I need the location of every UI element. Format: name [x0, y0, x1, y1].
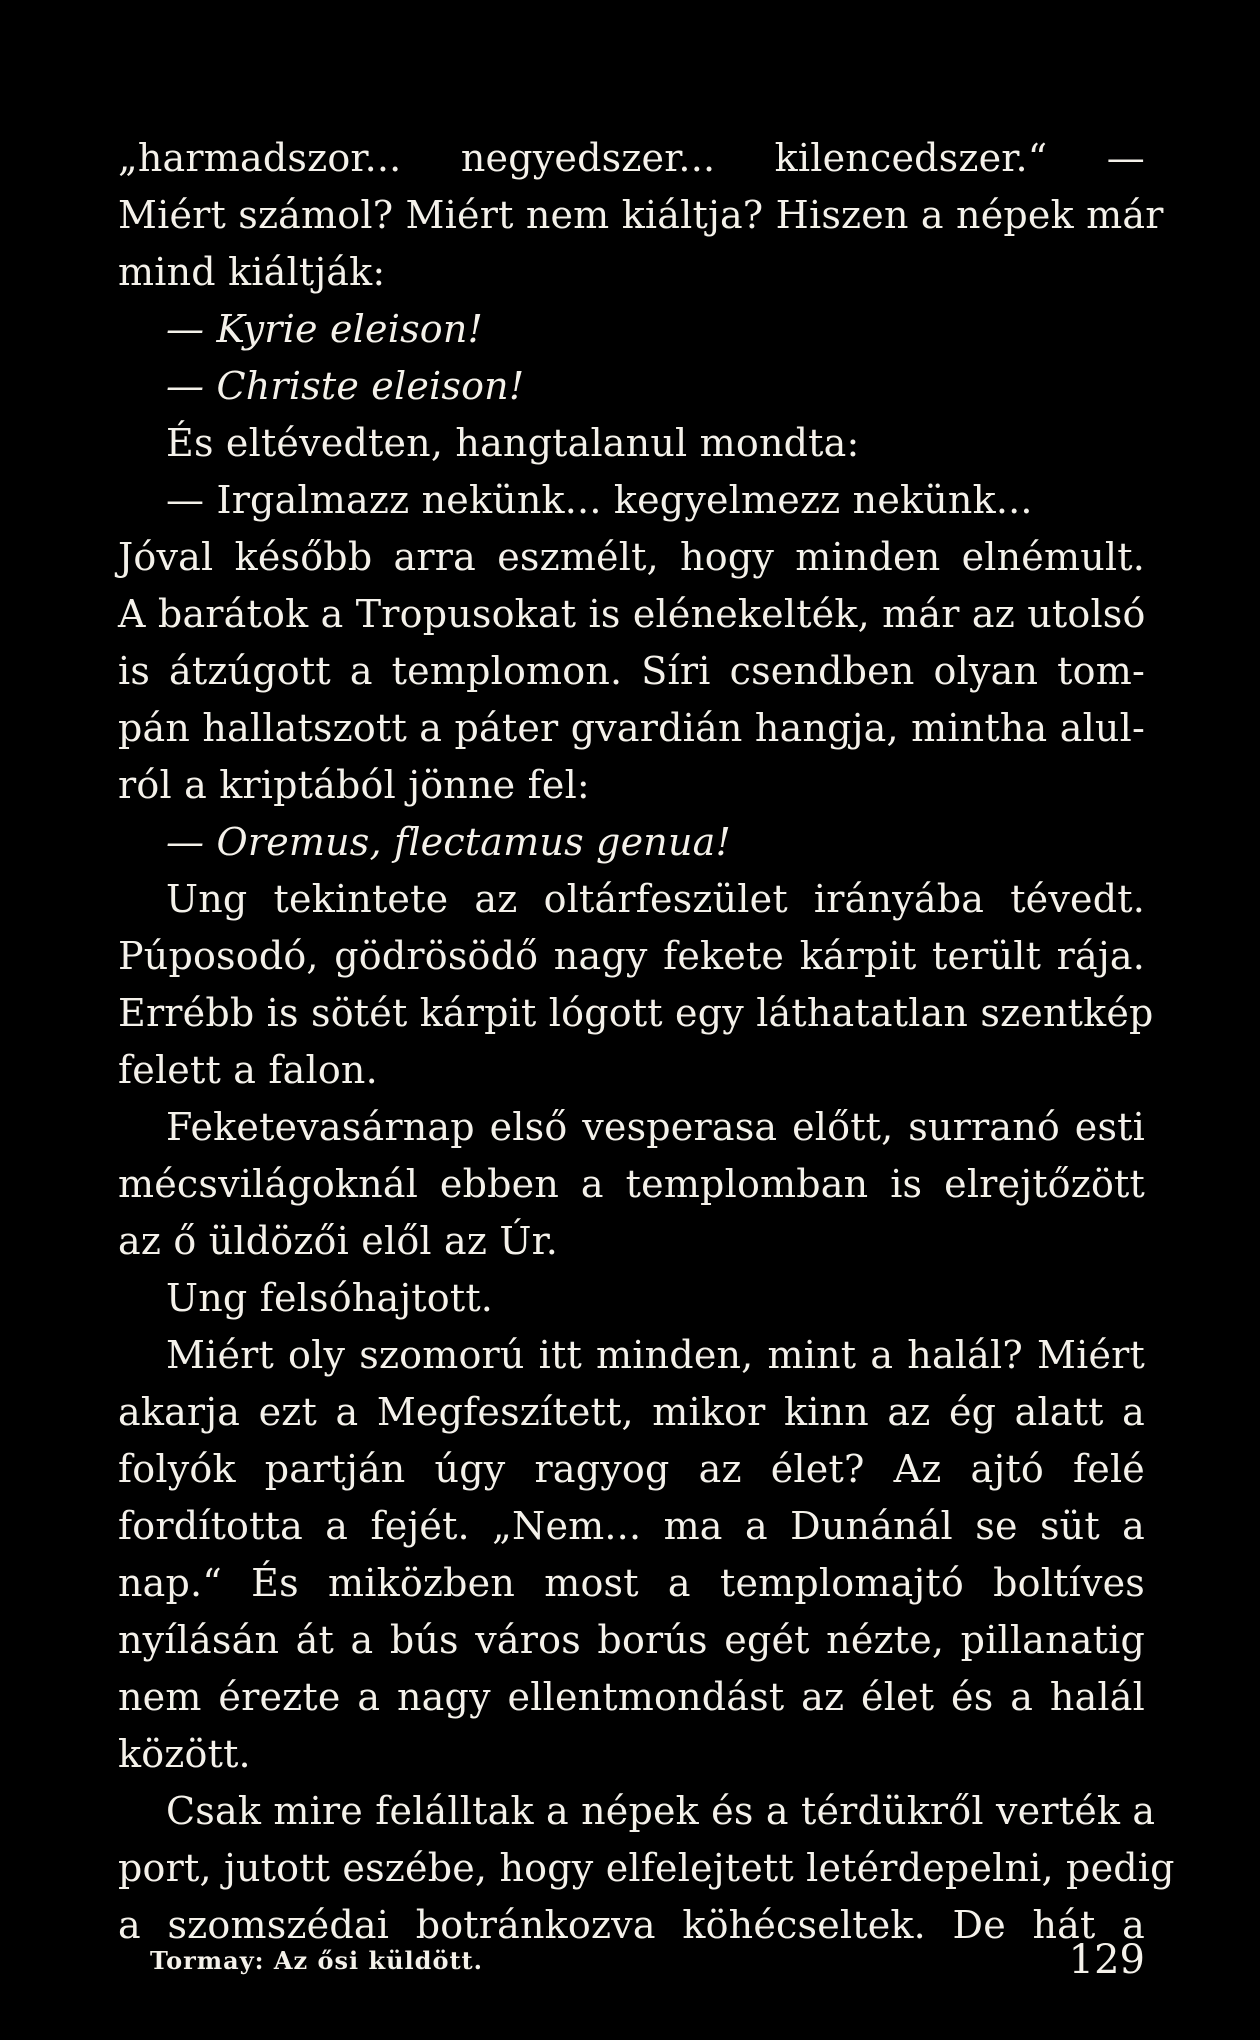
- text-line: pán hallatszott a páter gvardián hangja, mintha alul-: [118, 706, 1145, 750]
- text-line: Feketevasárnap első vesperasa előtt, surranó esti: [166, 1105, 1145, 1149]
- text-line: — Christe eleison!: [166, 364, 525, 408]
- text-line: Púposodó, gödrösödő nagy fekete kárpit terült rája.: [118, 934, 1145, 978]
- text-line: felett a falon.: [118, 1048, 378, 1092]
- text-line: között.: [118, 1732, 251, 1776]
- page-footer: [150, 1935, 1145, 1985]
- text-line: akarja ezt a Megfeszített, mikor kinn az ég alatt a: [118, 1390, 1145, 1434]
- text-line: — Kyrie eleison!: [166, 307, 483, 351]
- text-line: folyók partján úgy ragyog az élet? Az ajtó felé: [118, 1447, 1145, 1491]
- text-line: ról a kriptából jönne fel:: [118, 763, 590, 807]
- text-line: a szomszédai botránkozva köhécseltek. De hát a: [118, 1903, 1145, 1947]
- text-line: A barátok a Tropusokat is elénekelték, már az utolsó: [118, 592, 1146, 636]
- text-line: Csak mire felálltak a népek és a térdükről verték a: [166, 1789, 1156, 1833]
- text-block: [118, 130, 1175, 1954]
- text-line: fordította a fejét. „Nem... ma a Dunánál se süt a: [118, 1504, 1145, 1548]
- text-line: mind kiáltják:: [118, 250, 386, 294]
- text-line: nem érezte a nagy ellentmondást az élet és a halál: [118, 1675, 1145, 1719]
- text-line: — Oremus, flectamus genua!: [166, 820, 731, 864]
- text-line: az ő üldözői elől az Úr.: [118, 1219, 559, 1263]
- text-line: mécsvilágoknál ebben a templomban is elrejtőzött: [118, 1162, 1145, 1206]
- text-line: nap.“ És miközben most a templomajtó boltíves: [118, 1561, 1145, 1605]
- text-line: Errébb is sötét kárpit lógott egy láthatatlan szentkép: [118, 991, 1154, 1035]
- text-line: Miért oly szomorú itt minden, mint a halál? Miért: [166, 1333, 1145, 1377]
- text-line: Jóval később arra eszmélt, hogy minden elnémult.: [118, 535, 1145, 579]
- text-line: — Irgalmazz nekünk... kegyelmezz nekünk...: [166, 478, 1033, 522]
- text-line: Miért számol? Miért nem kiáltja? Hiszen a népek már: [118, 193, 1164, 237]
- text-line: Ung tekintete az oltárfeszület irányába tévedt.: [166, 877, 1145, 921]
- text-line: És eltévedten, hangtalanul mondta:: [166, 421, 860, 465]
- text-line: „harmadszor... negyedszer... kilencedszer.“ —: [118, 136, 1145, 180]
- text-line: Ung felsóhajtott.: [166, 1276, 494, 1320]
- page-number: 129: [1068, 1937, 1145, 1983]
- footer-signature: Tormay: Az ősi küldött.: [150, 1945, 483, 1975]
- text-line: port, jutott eszébe, hogy elfelejtett letérdepelni, pedig: [118, 1846, 1175, 1890]
- text-line: is átzúgott a templomon. Síri csendben olyan tom-: [118, 649, 1145, 693]
- text-line: nyílásán át a bús város borús egét nézte, pillanatig: [118, 1618, 1145, 1662]
